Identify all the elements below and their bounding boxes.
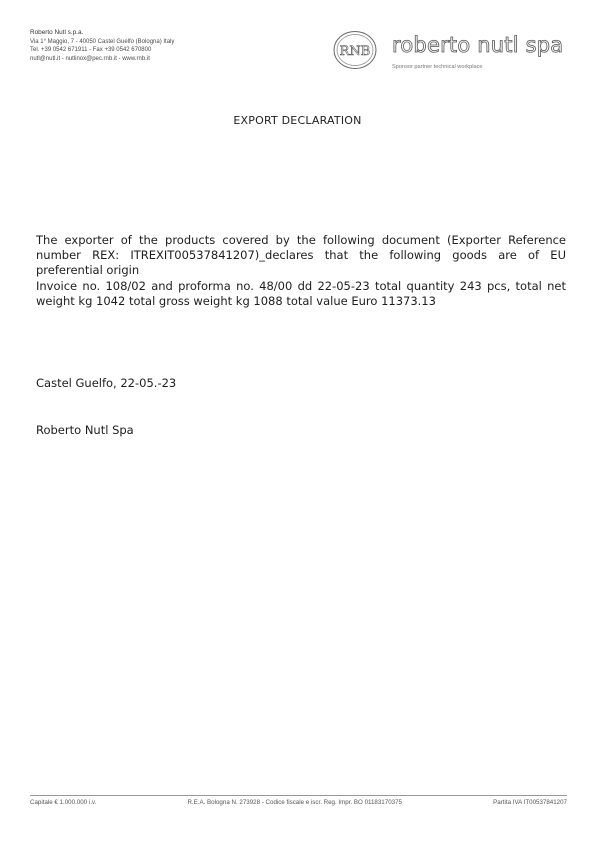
footer-vat: Partita IVA IT00537841207 [493,799,567,806]
letterhead-phone: Tel. +39 0542 671911 - Fax +39 0542 670800 [30,47,152,54]
invoice-details: Invoice no. 108/02 and proforma no. 48/00 dd 22-05-23 total quantity 243 pcs, total net weight kg 1042 total gross weight kg 1088 total value Euro 11373.13 [36,278,566,308]
logo-monogram: RNB [339,44,371,59]
signatory-company: Roberto Nutl Spa [36,423,134,437]
place-and-date: Castel Guelfo, 22-05.-23 [36,376,177,390]
letterhead-email: nutl@nutl.it - nutlinox@pec.rnb.it - www.rnb.it [30,55,150,62]
brand-name: roberto nutl spa [392,33,564,57]
footer-legal-line [30,799,567,806]
company-logo-seal [332,30,378,70]
footer-registration: R.E.A. Bologna N. 273928 - Codice fiscale e iscr. Reg. Impr. BO 01183170375 [187,799,402,806]
letterhead-address: Via 1° Maggio, 7 - 40050 Castel Guelfo (Bologna) Italy [30,38,175,45]
declaration-paragraph: The exporter of the products covered by the following document (Exporter Reference number REX: ITREXIT00537841207)_declares that the following goods are of EU preferential origin [36,233,566,278]
document-title: EXPORT DECLARATION [233,114,362,127]
declaration-body [36,233,566,309]
footer-divider [30,795,567,796]
letterhead-contact-block [30,29,174,63]
footer-capital: Capitale € 1.000.000 i.v. [30,799,97,806]
letterhead-company: Roberto Nutl s.p.a. [30,29,84,36]
brand-tagline: Sponsor partner technical workplace [392,64,483,70]
